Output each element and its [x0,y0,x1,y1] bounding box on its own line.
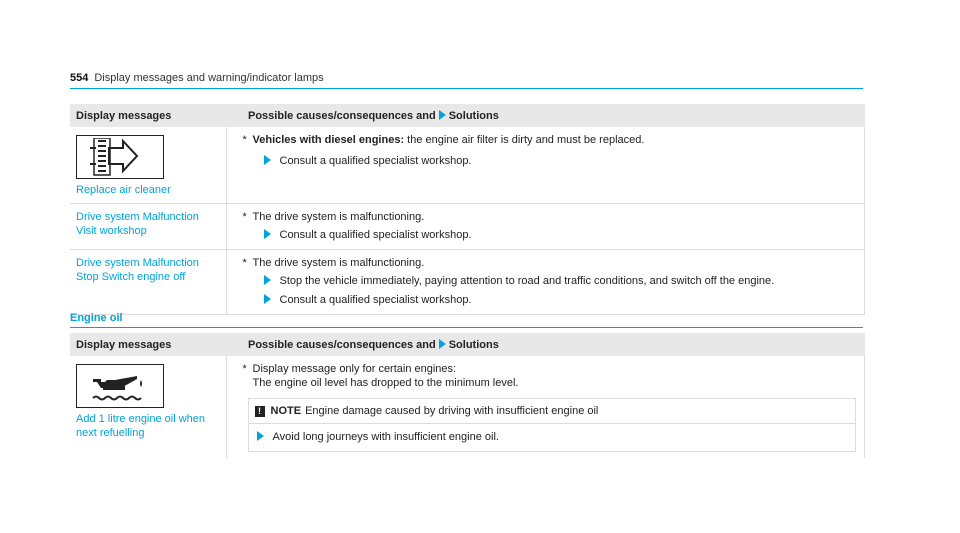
solution-step: Consult a qualified specialist workshop. [243,293,859,308]
solution-arrow-icon [439,339,446,349]
page-header [70,72,324,84]
col-header-causes-solutions: Possible causes/consequences and Solutions [226,333,865,356]
notice-box: ! NOTE Engine damage caused by driving with insufficient engine oil [248,398,857,424]
solution-arrow-icon [264,229,271,239]
display-message-cell: Drive system Malfunction Stop Switch engine off [70,250,226,315]
table-row [70,204,865,250]
solution-step: Consult a qualified specialist workshop. [243,228,859,243]
display-message-cell: Add 1 litre engine oil when next refuelling [70,356,226,458]
page-header-title: Display messages and warning/indicator lamps [94,72,324,84]
section-rule [70,327,863,328]
cause-solution-cell [226,356,865,458]
warning-icon: ! [255,406,265,417]
col-header-display-messages: Display messages [70,333,226,356]
display-messages-table [70,104,865,315]
cause-solution-cell [226,127,865,204]
solution-arrow-icon [264,155,271,165]
cause-solution-cell [226,204,865,250]
engine-oil-table [70,333,865,458]
message-replace-air-cleaner: Replace air cleaner [76,184,171,196]
header-rule [70,88,863,89]
cause: * The drive system is malfunctioning. [242,211,425,223]
cause: * Vehicles with diesel engines: the engine air filter is dirty and must be replaced. [242,134,645,146]
cause: * Display message only for certain engines: The engine oil level has dropped to the minimum level. [242,363,519,389]
table-header-row [70,333,865,356]
page-number: 554 [70,72,89,84]
air-filter-icon [76,135,164,179]
section-title-engine-oil: Engine oil [70,312,123,324]
table-row [70,127,865,204]
col-header-display-messages: Display messages [70,104,226,127]
solution-arrow-icon [264,275,271,285]
solution-arrow-icon [257,431,264,441]
display-message-cell [70,127,226,204]
solution-arrow-icon [439,110,446,120]
table-row [70,356,865,458]
cause-solution-cell [226,250,865,315]
solution-step: Stop the vehicle immediately, paying attention to road and traffic conditions, and switch off the engine. [243,274,859,289]
cause: * The drive system is malfunctioning. [242,257,425,269]
table-row [70,250,865,315]
notice-step: Avoid long journeys with insufficient engine oil. [248,424,857,452]
solution-arrow-icon [264,294,271,304]
col-header-causes-solutions: Possible causes/consequences and Solutions [226,104,865,127]
table-header-row [70,104,865,127]
display-message-cell: Drive system Malfunction Visit workshop [70,204,226,250]
oil-can-icon [76,364,164,408]
solution-step: Consult a qualified specialist workshop. [243,154,859,169]
